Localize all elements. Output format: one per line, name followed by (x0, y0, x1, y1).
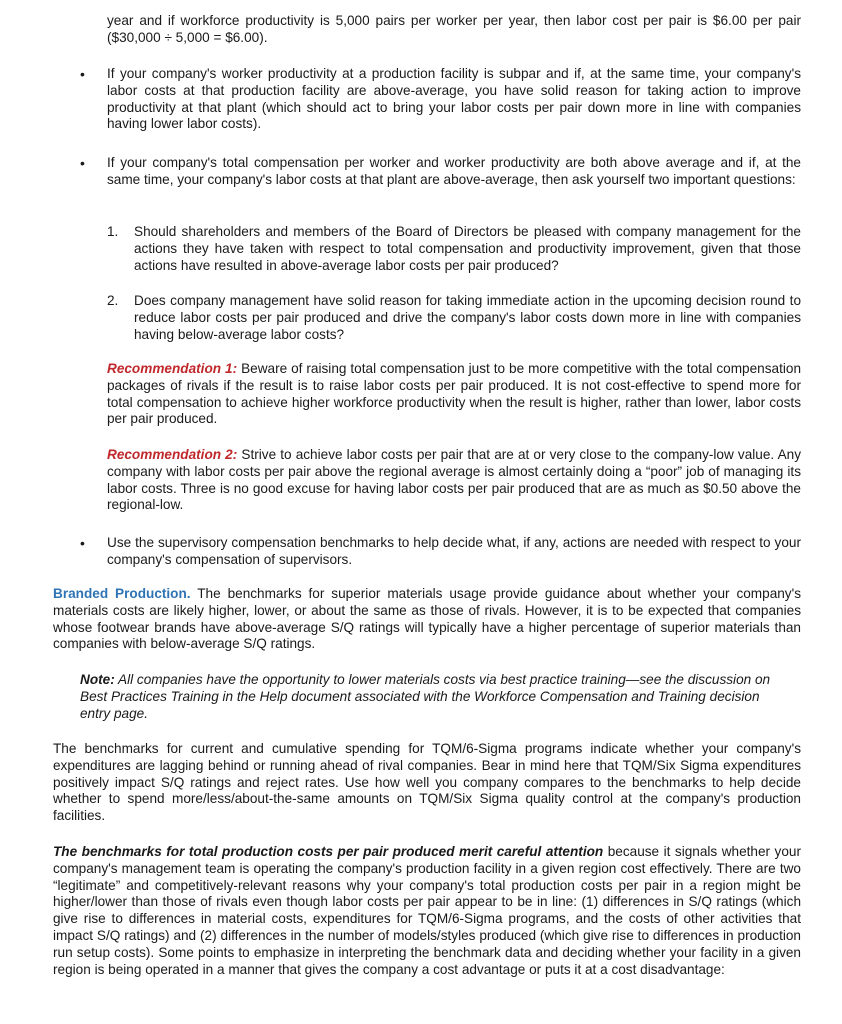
question-text: Does company management have solid reason for taking immediate action in the upcoming decision round to reduce labor costs per pair produced and drive the company's labor costs down more in line with companies having below-average labor costs? (134, 293, 801, 342)
continuation-paragraph: year and if workforce productivity is 5,000 pairs per worker per year, then labor cost per pair is $6.00 per pair ($30,000 ÷ 5,000 = $6.00). (107, 13, 801, 45)
total-cost-paragraph (53, 844, 801, 978)
bullet-paragraph: If your company's worker productivity at a production facility is subpar and if, at the same time, your company's labor costs at that production facility are above-average, you have solid reason for taking action to improve productivity at that plant (which should act to bring your labor costs per pair down more in line with companies having lower labor costs). (107, 66, 801, 132)
recommendation-2 (107, 447, 801, 514)
bullet-icon (80, 66, 88, 84)
bullet-paragraph: If your company's total compensation per worker and worker productivity are both above average and if, at the same time, your company's labor costs at that plant are above-average, then ask yourself two important questions: (107, 155, 801, 187)
recommendation-label: Recommendation 2: (107, 447, 238, 462)
note-text: All companies have the opportunity to lower materials costs via best practice training—see the discussion on Best Practices Training in the Help document associated with the Workforce Compensation and Training decision entry page. (80, 672, 771, 721)
recommendation-text: Strive to achieve labor costs per pair that are at or very close to the company-low value. Any company with labor costs per pair above the regional average is almost certainly doing a “poor” job of managing its labor costs. Three is no good excuse for having labor costs per pair produced that are as much as $0.50 above the regional-low. (107, 447, 801, 513)
total-cost-text: because it signals whether your company's management team is operating the company's production facility in a given region cost effectively. There are two “legitimate” and competitively-relevant reasons why your company's total production costs per pair in a region might be higher/lower than those of rivals even though labor costs per pair appear to be in line: (1) differences in S/Q ratings (which give rise to differences in material costs, expenditures for TQM/6-Sigma programs, and the costs of other activities that impact S/Q ratings) and (2) differences in the number of models/styles produced (which give rise to differences in production run setup costs). Some points to emphasize in interpreting the benchmark data and deciding whether your facility in a given region is being operated in a manner that gives the company a cost advantage or puts it at a cost disadvantage: (53, 844, 801, 977)
question-text: Should shareholders and members of the Board of Directors be pleased with company management for the actions they have taken with respect to total compensation and productivity improvement, given that those actions have resulted in above-average labor costs per pair produced? (134, 224, 801, 273)
recommendation-text: Beware of raising total compensation just to be more competitive with the total compensation packages of rivals if the result is to raise labor costs per pair produced. It is not cost-effective to spend more for total compensation to achieve higher workforce productivity when the result is higher, rather than lower, labor costs per pair produced. (107, 361, 802, 427)
tqm-paragraph: The benchmarks for current and cumulative spending for TQM/6-Sigma programs indicate whether your company's expenditures are lagging behind or running ahead of rival companies. Bear in mind here that TQM/Six Sigma expenditures positively impact S/Q ratings and reject rates. Use how well you company compares to the benchmarks to help decide whether to spend more/less/about-the-same amounts on TQM/Six Sigma quality control at the company's production facilities. (53, 741, 801, 824)
question-number: 2. (107, 293, 119, 308)
bullet-paragraph: Use the supervisory compensation benchmarks to help decide what, if any, actions are needed with respect to your company's compensation of supervisors. (107, 535, 801, 567)
branded-text: The benchmarks for superior materials usage provide guidance about whether your company's materials costs are likely higher, lower, or about the same as those of rivals. However, it is to be expected that companies whose footwear brands have above-average S/Q ratings will typically have a higher percentage of superior materials than companies with below-average S/Q ratings. (53, 586, 802, 652)
section-heading: Branded Production. (53, 586, 191, 601)
question-number: 1. (107, 224, 119, 239)
recommendation-label: Recommendation 1: (107, 361, 238, 376)
note-paragraph (80, 672, 780, 722)
note-label: Note: (80, 672, 115, 687)
total-cost-heading: The benchmarks for total production costs per pair produced merit careful attention (53, 844, 604, 859)
recommendation-1 (107, 361, 801, 428)
branded-production-paragraph (53, 586, 801, 653)
bullet-icon (80, 535, 88, 553)
bullet-icon (80, 155, 88, 173)
